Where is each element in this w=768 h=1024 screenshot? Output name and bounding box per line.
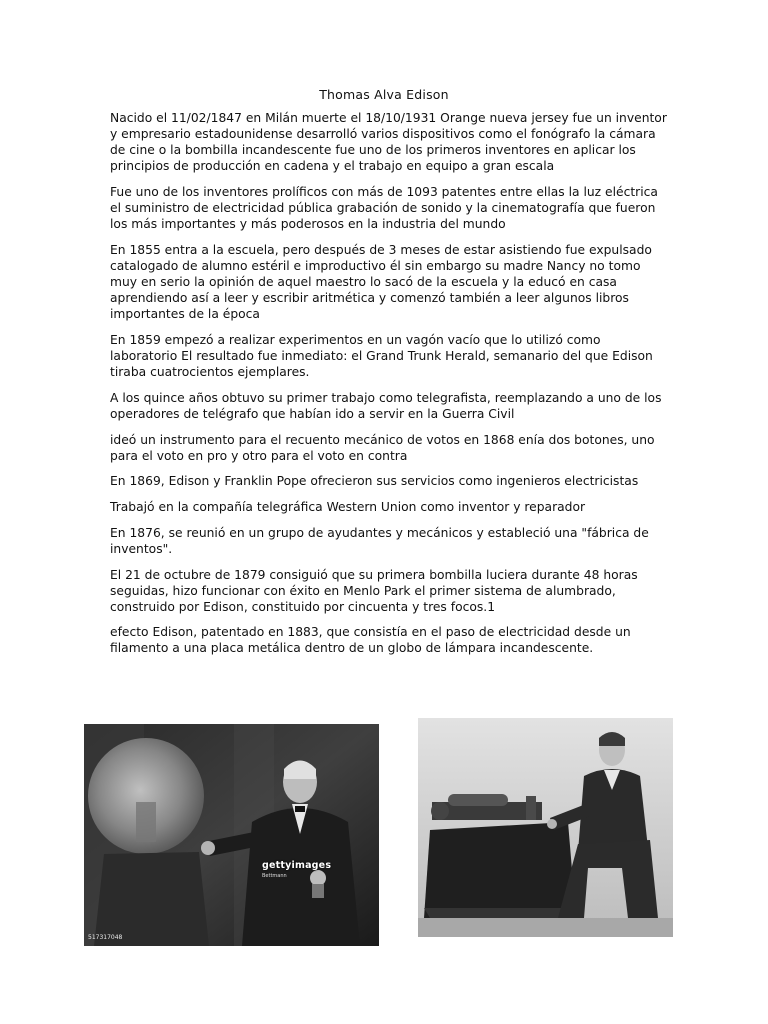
photo-edison-with-phonograph bbox=[418, 718, 673, 937]
paragraph: A los quince años obtuvo su primer trabajo como telegrafista, reemplazando a uno de los operadores de telégrafo que habían ido a servir en la Guerra Civil bbox=[110, 390, 662, 421]
paragraph: En 1869, Edison y Franklin Pope ofrecieron sus servicios como ingenieros electricistas bbox=[110, 474, 639, 489]
watermark-source: Bettmann bbox=[262, 873, 287, 879]
paragraph: efecto Edison, patentado en 1883, que consistía en el paso de electricidad desde un filamento a una placa metálica dentro de un globo de lámpara incandescente. bbox=[110, 625, 631, 656]
document-body bbox=[110, 110, 670, 666]
paragraph: En 1876, se reunió en un grupo de ayudantes y mecánicos y estableció una "fábrica de inventos". bbox=[110, 525, 649, 556]
photo-id: 517317048 bbox=[88, 934, 123, 941]
paragraph: Nacido el 11/02/1847 en Milán muerte el 18/10/1931 Orange nueva jersey fue un inventor y empresario estadounidense desarrolló varios dispositivos como el fonógrafo la cámara de cine o la bombilla incandescente fue uno de los primeros inventores en aplicar los principios de producción en cadena y el trabajo en equipo a gran escala bbox=[110, 111, 667, 174]
watermark-brand: gettyimages bbox=[262, 860, 332, 871]
photo-edison-with-lamp bbox=[84, 724, 379, 946]
photo-edison-with-lamp-icon bbox=[84, 724, 379, 946]
paragraph: Trabajó en la compañía telegráfica Western Union como inventor y reparador bbox=[110, 500, 586, 515]
paragraph: En 1855 entra a la escuela, pero después de 3 meses de estar asistiendo fue expulsado catalogado de alumno estéril e improductivo él sin embargo su madre Nancy no tomo muy en serio la opinión de aquel maestro lo sacó de la escuela y la educó en casa aprendiendo así a leer y escribir aritmética y comenzó también a leer algunos libros importantes de la época bbox=[110, 242, 652, 322]
document-title: Thomas Alva Edison bbox=[319, 87, 449, 102]
paragraph: En 1859 empezó a realizar experimentos en un vagón vacío que lo utilizó como laboratorio El resultado fue inmediato: el Grand Trunk Herald, semanario del que Edison tiraba cuatrocientos ejemplares. bbox=[110, 332, 653, 380]
paragraph: El 21 de octubre de 1879 consiguió que su primera bombilla luciera durante 48 horas seguidas, hizo funcionar con éxito en Menlo Park el primer sistema de alumbrado, construido por Edison, constituido por cincuenta y tres focos.1 bbox=[110, 567, 638, 614]
paragraph: Fue uno de los inventores prolíficos con más de 1093 patentes entre ellas la luz eléctrica el suministro de electricidad pública grabación de sonido y la cinematografía que fueron los más importantes y más poderosos en la industria del mundo bbox=[110, 184, 658, 232]
photo-edison-with-phonograph-icon bbox=[418, 718, 673, 937]
paragraph: ideó un instrumento para el recuento mecánico de votos en 1868 enía dos botones, uno para el voto en pro y otro para el voto en contra bbox=[110, 432, 655, 463]
